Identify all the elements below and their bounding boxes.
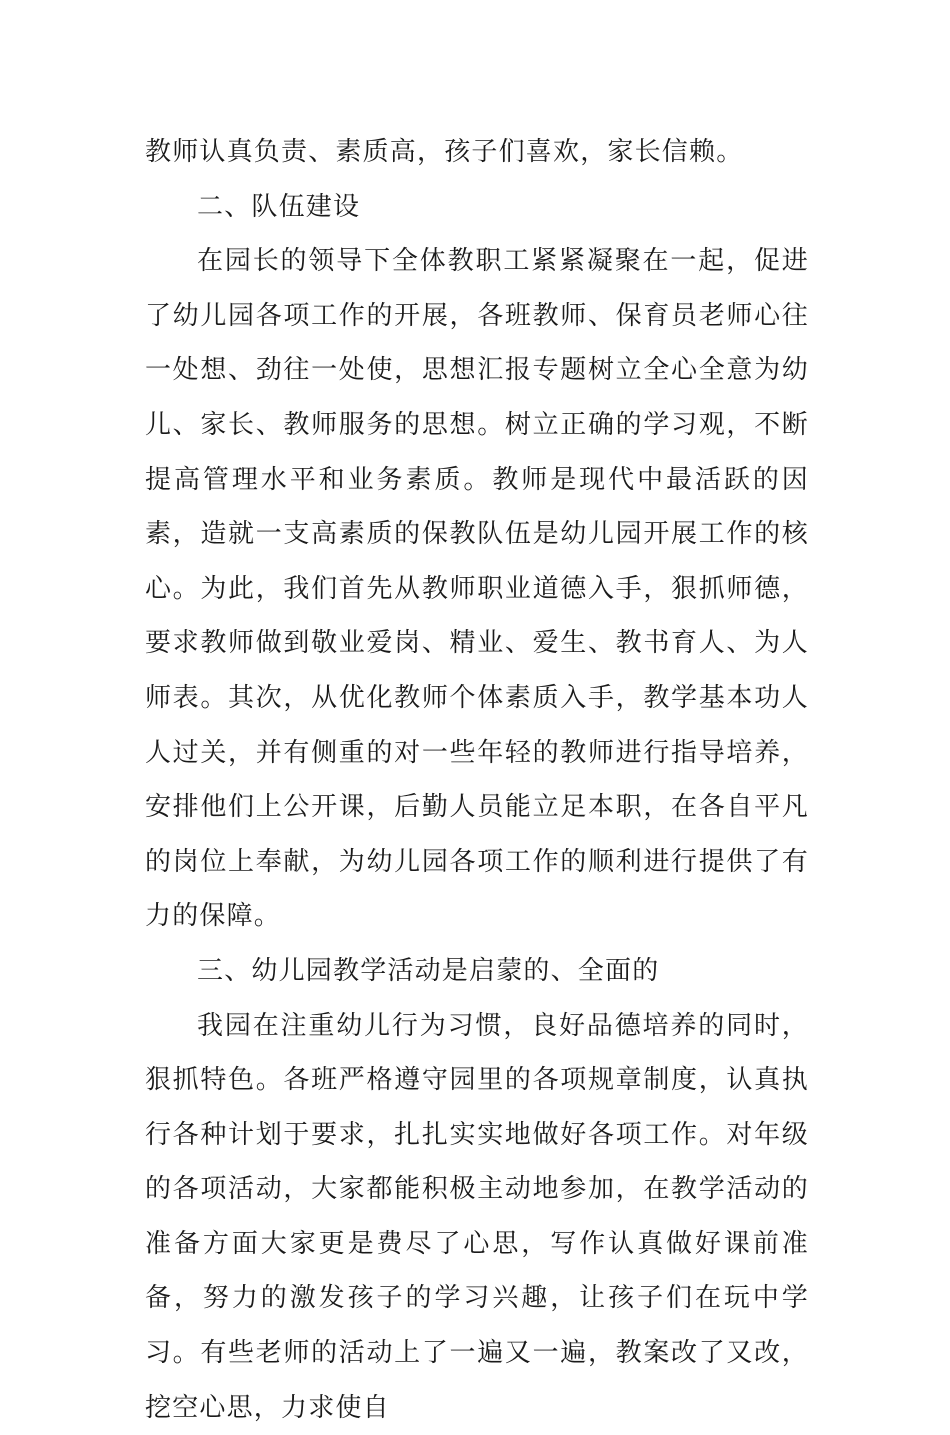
paragraph-continuation: 教师认真负责、素质高，孩子们喜欢，家长信赖。 <box>145 125 809 180</box>
section-heading-team-building: 二、队伍建设 <box>145 180 809 235</box>
paragraph-teaching-activities: 我园在注重幼儿行为习惯，良好品德培养的同时，狠抓特色。各班严格遵守园里的各项规章制度，认真执行各种计划于要求，扎扎实实地做好各项工作。对年级的各项活动，大家都能积极主动地参加，在教学活动的准备方面大家更是费尽了心思，写作认真做好课前准备，努力的激发孩子的学习兴趣，让孩子们在玩中学习。有些老师的活动上了一遍又一遍，教案改了又改，挖空心思，力求使自 <box>145 999 809 1435</box>
section-heading-teaching-activities: 三、幼儿园教学活动是启蒙的、全面的 <box>145 944 809 999</box>
document-body <box>145 125 809 1435</box>
paragraph-team-building: 在园长的领导下全体教职工紧紧凝聚在一起，促进了幼儿园各项工作的开展，各班教师、保育员老师心往一处想、劲往一处使，思想汇报专题树立全心全意为幼儿、家长、教师服务的思想。树立正确的学习观，不断提高管理水平和业务素质。教师是现代中最活跃的因素，造就一支高素质的保教队伍是幼儿园开展工作的核心。为此，我们首先从教师职业道德入手，狠抓师德，要求教师做到敬业爱岗、精业、爱生、教书育人、为人师表。其次，从优化教师个体素质入手，教学基本功人人过关，并有侧重的对一些年轻的教师进行指导培养，安排他们上公开课，后勤人员能立足本职，在各自平凡的岗位上奉献，为幼儿园各项工作的顺利进行提供了有力的保障。 <box>145 234 809 944</box>
